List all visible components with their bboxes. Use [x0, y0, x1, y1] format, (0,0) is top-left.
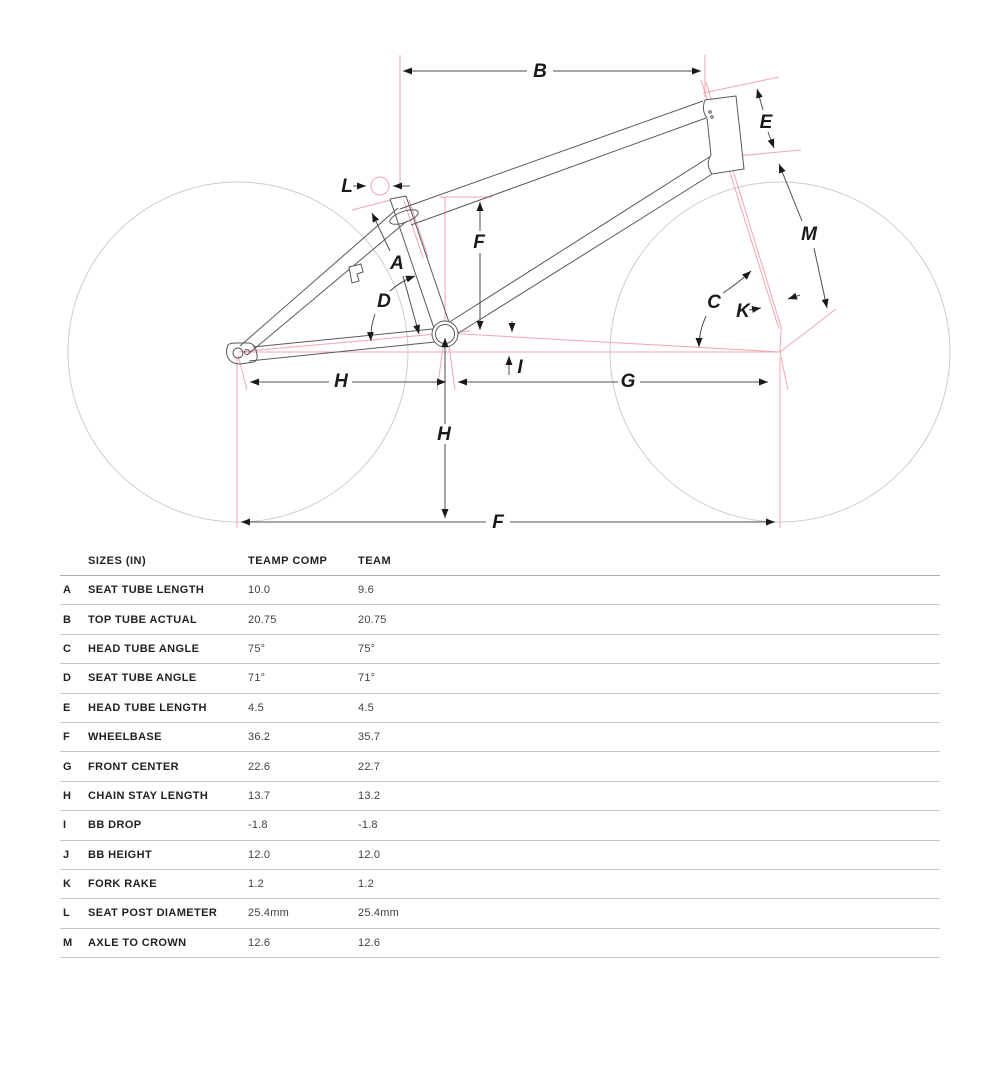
row-name: CHAIN STAY LENGTH	[88, 789, 209, 802]
row-letter: L	[63, 907, 71, 920]
row-value-team: 25.4mm	[358, 907, 399, 920]
row-letter: D	[63, 672, 72, 685]
row-letter: A	[63, 584, 72, 597]
dim-label-I: I	[517, 357, 523, 378]
dim-label-M: M	[801, 224, 817, 245]
table-row	[60, 841, 940, 870]
frame	[227, 96, 745, 364]
header-sizes: SIZES (IN)	[88, 554, 147, 567]
row-value-teamp-comp: 20.75	[248, 613, 277, 626]
row-value-team: 22.7	[358, 760, 381, 773]
table-row	[60, 870, 940, 899]
dim-label-C: C	[707, 292, 721, 313]
row-letter: M	[63, 936, 73, 949]
row-name: FRONT CENTER	[88, 760, 179, 773]
row-name: SEAT TUBE LENGTH	[88, 584, 205, 597]
dim-label-B: B	[533, 61, 547, 82]
row-name: AXLE TO CROWN	[88, 936, 187, 949]
table-row	[60, 694, 940, 723]
row-value-teamp-comp: 25.4mm	[248, 907, 289, 920]
row-letter: I	[63, 819, 67, 832]
table-row	[60, 576, 940, 605]
table-row	[60, 723, 940, 752]
row-value-teamp-comp: 10.0	[248, 584, 271, 597]
row-name: WHEELBASE	[88, 731, 162, 744]
dim-label-F: F	[492, 512, 504, 533]
row-value-team: 12.0	[358, 848, 381, 861]
dim-label-G: G	[620, 371, 636, 392]
row-value-teamp-comp: 75°	[248, 642, 266, 655]
row-name: HEAD TUBE LENGTH	[88, 701, 207, 714]
table-body	[60, 576, 940, 958]
table-row	[60, 605, 940, 634]
row-value-teamp-comp: 12.0	[248, 848, 271, 861]
row-value-team: 12.6	[358, 936, 381, 949]
row-name: BB HEIGHT	[88, 848, 153, 861]
table-row	[60, 664, 940, 693]
row-value-team: 9.6	[358, 584, 374, 597]
row-value-team: 20.75	[358, 613, 387, 626]
row-letter: J	[63, 848, 70, 861]
row-letter: C	[63, 642, 72, 655]
dimension-labels	[334, 61, 818, 533]
row-letter: G	[63, 760, 72, 773]
table-header-row	[60, 546, 940, 576]
row-letter: K	[63, 878, 72, 891]
row-name: FORK RAKE	[88, 878, 157, 891]
row-value-teamp-comp: 12.6	[248, 936, 271, 949]
dim-label-A: A	[390, 253, 404, 274]
dim-label-E: E	[759, 112, 773, 133]
row-value-teamp-comp: 4.5	[248, 701, 264, 714]
row-name: TOP TUBE ACTUAL	[88, 613, 198, 626]
table-row	[60, 635, 940, 664]
brake-boss	[349, 264, 363, 283]
table-row	[60, 811, 940, 840]
row-value-teamp-comp: 71°	[248, 672, 266, 685]
row-value-team: 1.2	[358, 878, 374, 891]
row-value-team: 13.2	[358, 789, 381, 802]
row-name: BB DROP	[88, 819, 142, 832]
row-letter: F	[63, 731, 71, 744]
geometry-spec-table	[60, 546, 940, 958]
row-value-team: 4.5	[358, 701, 374, 714]
row-letter: B	[63, 613, 72, 626]
row-name: SEAT POST DIAMETER	[88, 907, 218, 920]
seat-post-circle	[371, 177, 389, 195]
table-row	[60, 929, 940, 958]
row-value-team: 75°	[358, 642, 376, 655]
row-value-team: 35.7	[358, 731, 381, 744]
row-name: HEAD TUBE ANGLE	[88, 642, 200, 655]
table-row	[60, 752, 940, 781]
row-value-teamp-comp: 36.2	[248, 731, 271, 744]
dim-label-D: D	[377, 291, 391, 312]
row-value-teamp-comp: 22.6	[248, 760, 271, 773]
construction-lines	[237, 55, 836, 528]
dim-label-L: L	[341, 176, 353, 197]
table-row	[60, 782, 940, 811]
row-value-teamp-comp: -1.8	[248, 819, 268, 832]
row-letter: E	[63, 701, 71, 714]
header-teamp-comp: TEAMP COMP	[248, 554, 328, 567]
dim-label-F: F	[473, 232, 485, 253]
row-letter: H	[63, 789, 72, 802]
dim-label-H: H	[334, 371, 348, 392]
dim-label-H: H	[437, 424, 451, 445]
table-row	[60, 899, 940, 928]
head-tube	[703, 96, 744, 174]
dim-label-K: K	[736, 301, 750, 322]
row-name: SEAT TUBE ANGLE	[88, 672, 197, 685]
row-value-teamp-comp: 13.7	[248, 789, 271, 802]
row-value-team: -1.8	[358, 819, 378, 832]
header-team: TEAM	[358, 554, 392, 567]
row-value-team: 71°	[358, 672, 376, 685]
row-value-teamp-comp: 1.2	[248, 878, 264, 891]
